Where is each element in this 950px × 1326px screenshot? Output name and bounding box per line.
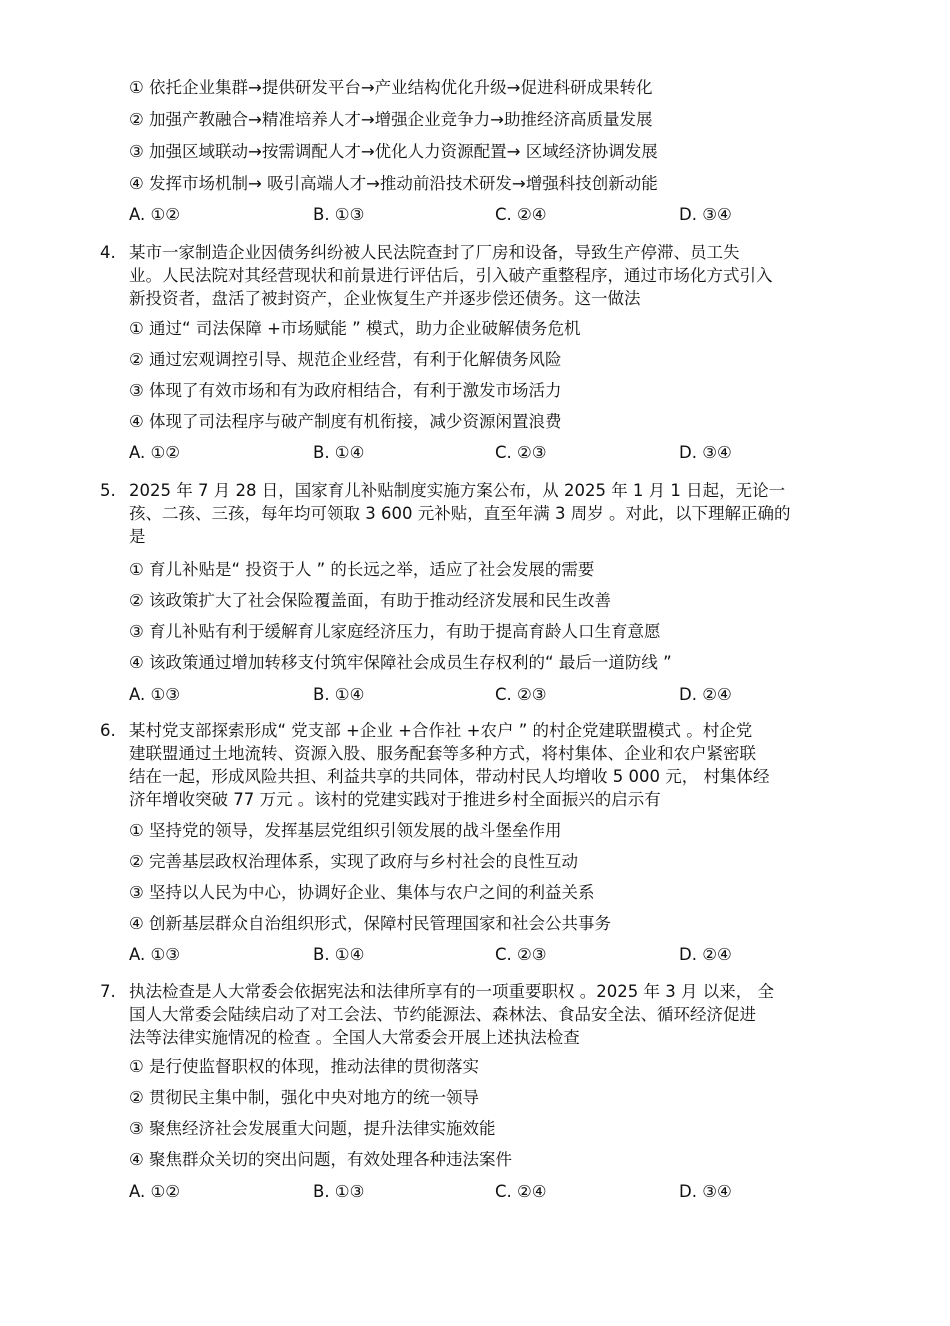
choice-c[interactable]: C. ②③ — [495, 443, 547, 462]
q3-statement-4: ④ 发挥市场机制→ 吸引高端人才→推动前沿技术研发→增强科技创新动能 — [129, 174, 658, 193]
q5-stem-line-2: 孩、二孩、三孩，每年均可领取 3 600 元补贴，直至年满 3 周岁 。对此，以下理解正确的 — [129, 504, 791, 523]
q5-stem-line-3: 是 — [129, 527, 146, 546]
q4-statement-2: ② 通过宏观调控引导、规范企业经营，有利于化解债务风险 — [129, 350, 562, 369]
q5-statement-4: ④ 该政策通过增加转移支付筑牢保障社会成员生存权利的“ 最后一道防线 ” — [129, 653, 672, 672]
choice-b[interactable]: B. ①④ — [313, 685, 365, 704]
choice-d[interactable]: D. ③④ — [679, 1182, 732, 1201]
q7-statement-1: ① 是行使监督职权的体现，推动法律的贯彻落实 — [129, 1057, 480, 1076]
choice-a[interactable]: A. ①③ — [129, 945, 181, 964]
q7-statement-3: ③ 聚焦经济社会发展重大问题，提升法律实施效能 — [129, 1119, 496, 1138]
q4-stem-line-1: 某市一家制造企业因债务纠纷被人民法院查封了厂房和设备，导致生产停滞、员工失 — [129, 243, 740, 262]
q3-statement-2: ② 加强产教融合→精准培养人才→增强企业竞争力→助推经济高质量发展 — [129, 110, 653, 129]
q6-number: 6. — [100, 721, 116, 740]
choice-b[interactable]: B. ①③ — [313, 1182, 365, 1201]
q6-statement-4: ④ 创新基层群众自治组织形式，保障村民管理国家和社会公共事务 — [129, 914, 612, 933]
choice-c[interactable]: C. ②③ — [495, 945, 547, 964]
choice-c[interactable]: C. ②③ — [495, 685, 547, 704]
q6-stem-line-3: 结在一起，形成风险共担、利益共享的共同体，带动村民人均增收 5 000 元， 村集体经 — [129, 767, 770, 786]
q6-choices — [129, 944, 829, 966]
q7-statement-4: ④ 聚焦群众关切的突出问题，有效处理各种违法案件 — [129, 1150, 513, 1169]
q7-number: 7. — [100, 982, 116, 1001]
q6-stem-line-4: 济年增收突破 77 万元 。该村的党建实践对于推进乡村全面振兴的启示有 — [129, 790, 661, 809]
q5-statement-3: ③ 育儿补贴有利于缓解育儿家庭经济压力，有助于提高育龄人口生育意愿 — [129, 622, 661, 641]
q4-statement-1: ① 通过“ 司法保障 +市场赋能 ” 模式，助力企业破解债务危机 — [129, 319, 581, 338]
q4-statement-3: ③ 体现了有效市场和有为政府相结合，有利于激发市场活力 — [129, 381, 562, 400]
choice-a[interactable]: A. ①③ — [129, 685, 181, 704]
choice-d[interactable]: D. ③④ — [679, 205, 732, 224]
q7-choices — [129, 1181, 829, 1203]
q6-statement-2: ② 完善基层政权治理体系，实现了政府与乡村社会的良性互动 — [129, 852, 579, 871]
q5-statement-2: ② 该政策扩大了社会保险覆盖面，有助于推动经济发展和民生改善 — [129, 591, 612, 610]
q4-stem-line-3: 新投资者，盘活了被封资产，企业恢复生产并逐步偿还债务。这一做法 — [129, 289, 641, 308]
choice-a[interactable]: A. ①② — [129, 205, 181, 224]
choice-d[interactable]: D. ②④ — [679, 945, 732, 964]
q7-stem-line-3: 法等法律实施情况的检查 。全国人大常委会开展上述执法检查 — [129, 1028, 580, 1047]
q6-stem-line-2: 建联盟通过土地流转、资源入股、服务配套等多种方式，将村集体、企业和农户紧密联 — [129, 744, 756, 763]
choice-c[interactable]: C. ②④ — [495, 205, 547, 224]
q5-number: 5. — [100, 481, 116, 500]
q6-statement-1: ① 坚持党的领导，发挥基层党组织引领发展的战斗堡垒作用 — [129, 821, 562, 840]
q5-statement-1: ① 育儿补贴是“ 投资于人 ” 的长远之举，适应了社会发展的需要 — [129, 560, 595, 579]
q6-statement-3: ③ 坚持以人民为中心，协调好企业、集体与农户之间的利益关系 — [129, 883, 595, 902]
choice-a[interactable]: A. ①② — [129, 1182, 181, 1201]
choice-a[interactable]: A. ①② — [129, 443, 181, 462]
q7-stem-line-2: 国人大常委会陆续启动了对工会法、节约能源法、森林法、食品安全法、循环经济促进 — [129, 1005, 756, 1024]
choice-d[interactable]: D. ③④ — [679, 443, 732, 462]
q7-stem-line-1: 执法检查是人大常委会依据宪法和法律所享有的一项重要职权 。2025 年 3 月 以来， 全 — [129, 982, 774, 1001]
q3-choices — [129, 204, 829, 226]
q4-statement-4: ④ 体现了司法程序与破产制度有机衔接，减少资源闲置浪费 — [129, 412, 562, 431]
q3-statement-3: ③ 加强区域联动→按需调配人才→优化人力资源配置→ 区域经济协调发展 — [129, 142, 658, 161]
choice-c[interactable]: C. ②④ — [495, 1182, 547, 1201]
q3-statement-1: ① 依托企业集群→提供研发平台→产业结构优化升级→促进科研成果转化 — [129, 78, 653, 97]
choice-b[interactable]: B. ①③ — [313, 205, 365, 224]
choice-d[interactable]: D. ②④ — [679, 685, 732, 704]
choice-b[interactable]: B. ①④ — [313, 945, 365, 964]
choice-b[interactable]: B. ①④ — [313, 443, 365, 462]
q4-choices — [129, 442, 829, 464]
q6-stem-line-1: 某村党支部探索形成“ 党支部 +企业 +合作社 +农户 ” 的村企党建联盟模式 。村企党 — [129, 721, 753, 740]
q7-statement-2: ② 贯彻民主集中制，强化中央对地方的统一领导 — [129, 1088, 480, 1107]
q5-choices — [129, 684, 829, 706]
q5-stem-line-1: 2025 年 7 月 28 日，国家育儿补贴制度实施方案公布，从 2025 年 1 月 1 日起，无论一 — [129, 481, 786, 500]
q4-stem-line-2: 业。人民法院对其经营现状和前景进行评估后，引入破产重整程序，通过市场化方式引入 — [129, 266, 773, 285]
q4-number: 4. — [100, 243, 116, 262]
